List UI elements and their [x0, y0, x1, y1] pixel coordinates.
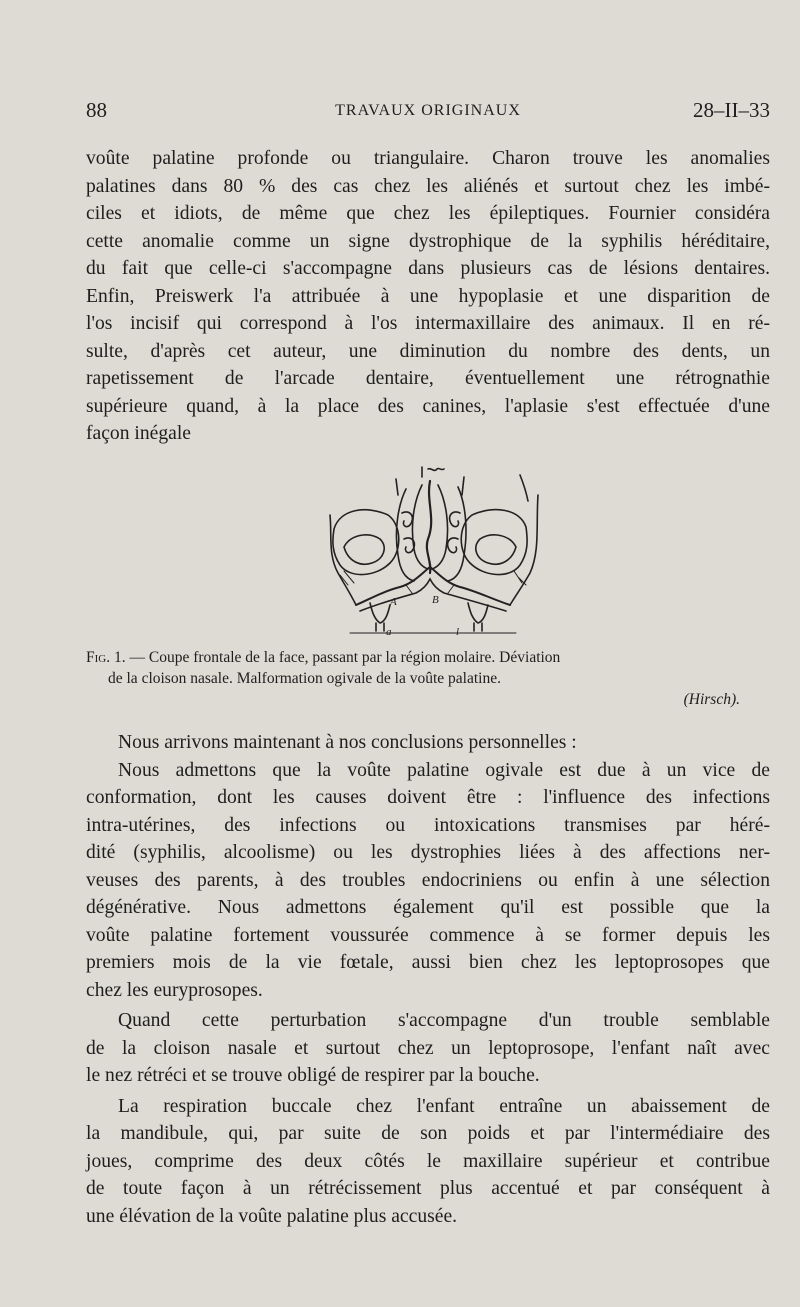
figure-caption	[86, 647, 770, 710]
text-line: conformation, dont les causes doivent être : l'influence des infections	[86, 787, 770, 808]
text-line: voûte palatine profonde ou triangulaire. Charon trouve les anomalies	[86, 148, 770, 169]
text-line: du fait que celle-ci s'accompagne dans plusieurs cas de lésions dentaires.	[86, 258, 770, 279]
caption-line-1	[86, 647, 770, 668]
text-line: rapetissement de l'arcade dentaire, éventuellement une rétrognathie	[86, 368, 770, 389]
text-line: Enfin, Preiswerk l'a attribuée à une hypoplasie et une disparition de	[86, 285, 770, 307]
text-line: ciles et idiots, de même que chez les épileptiques. Fournier considéra	[86, 203, 770, 224]
paragraph-1	[86, 145, 770, 448]
text-line: chez les euryprosopes.	[86, 979, 263, 1001]
text-line: cette anomalie comme un signe dystrophique de la syphilis héréditaire,	[86, 230, 770, 252]
text-line: Nous admettons que la voûte palatine ogivale est due à un vice de	[118, 759, 770, 781]
caption-text-1: — Coupe frontale de la face, passant par la région molaire. Déviation	[125, 649, 561, 666]
text-line: premiers mois de la vie fœtale, aussi bien chez les leptoprosopes que	[86, 952, 770, 973]
text-line: une élévation de la voûte palatine plus accusée.	[86, 1205, 458, 1227]
text-line: de toute façon à un rétrécissement plus accentué et par conséquent à	[86, 1178, 770, 1199]
text-line: l'os incisif qui correspond à l'os intermaxillaire des animaux. Il en ré-	[86, 313, 770, 334]
text-line: voûte palatine fortement voussurée commence à se former depuis les	[86, 924, 770, 946]
text-line: dité (syphilis, alcoolisme) ou les dystrophies liées à des affections ner-	[86, 842, 770, 863]
text-line: supérieure quand, à la place des canines, l'aplasie s'est effectuée d'une	[86, 395, 770, 417]
header-date: 28–II–33	[693, 98, 770, 122]
page-number: 88	[86, 98, 107, 122]
text-line: dégénérative. Nous admettons également qu'il est possible que la	[86, 897, 770, 918]
text-line: la mandibule, qui, par suite de son poids et par l'intermédiaire des	[86, 1123, 770, 1144]
figure-label-l: l	[456, 626, 460, 635]
text-line: le nez rétréci et se trouve obligé de respirer par la bouche.	[86, 1065, 540, 1086]
figure-label-b-upper: B	[432, 594, 439, 606]
paragraph-2: Nous arrivons maintenant à nos conclusions personnelles :	[118, 732, 577, 753]
figure-number: Fig. 1.	[86, 649, 126, 666]
text-line: joues, comprime des deux côtés le maxillaire supérieur et contribue	[86, 1150, 770, 1172]
caption-line-2: de la cloison nasale. Malformation ogivale de la voûte palatine.	[108, 670, 501, 687]
text-line: sulte, d'après cet auteur, une diminution du nombre des dents, un	[86, 340, 770, 362]
text-line: façon inégale	[86, 423, 191, 444]
running-title: TRAVAUX ORIGINAUX	[335, 102, 521, 119]
text-line: Quand cette perturbation s'accompagne d'un trouble semblable	[118, 1010, 770, 1031]
figure-label-a: a	[386, 626, 392, 635]
body-text-lower	[86, 729, 770, 1230]
text-line: intra-utérines, des infections ou intoxications transmises par héré-	[86, 814, 770, 836]
anatomical-figure	[310, 455, 550, 635]
text-line: palatines dans 80 % des cas chez les aliénés et surtout chez les imbé-	[86, 175, 770, 197]
text-line: La respiration buccale chez l'enfant entraîne un abaissement de	[118, 1095, 770, 1117]
running-header	[86, 98, 770, 126]
figure-label-a-upper: A	[390, 596, 397, 608]
text-line: veuses des parents, à des troubles endocriniens ou enfin à une sélection	[86, 869, 770, 891]
caption-source: (Hirsch).	[683, 691, 740, 708]
text-line: de la cloison nasale et surtout chez un leptoprosope, l'enfant naît avec	[86, 1037, 770, 1059]
